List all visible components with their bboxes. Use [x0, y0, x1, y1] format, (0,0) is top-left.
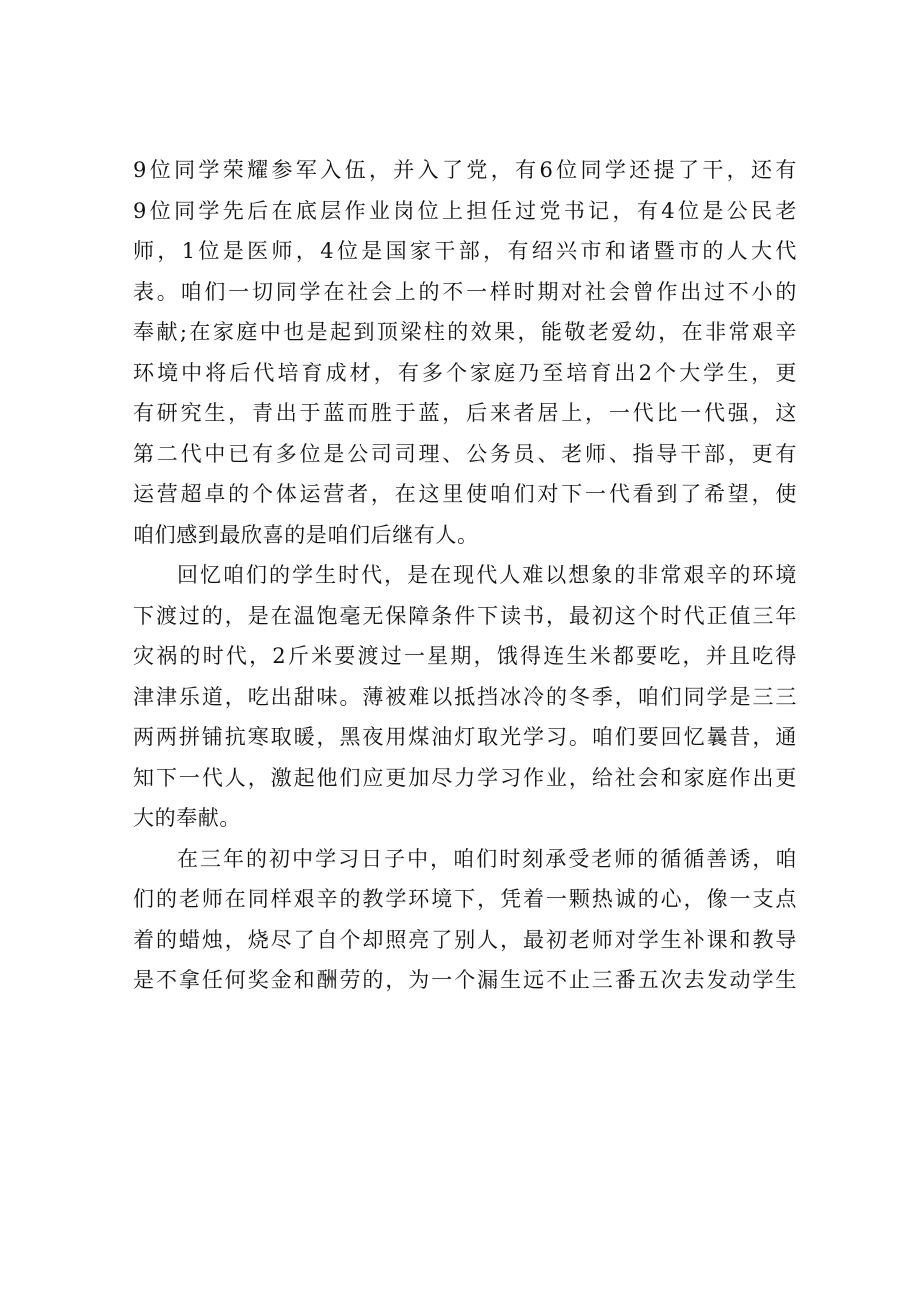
text-line: 两两拼铺抗寒取暖，黑夜用煤油灯取光学习。咱们要回忆曩昔，通 — [133, 725, 797, 749]
text-line: 咱们感到最欣喜的是咱们后继有人。 — [133, 522, 479, 547]
text-line: 津津乐道，吃出甜味。薄被难以抵挡冰冷的冬季，咱们同学是三三 — [133, 684, 797, 709]
text-line: 师，1位是医师，4位是国家干部，有绍兴市和诸暨市的人大代 — [133, 239, 797, 263]
text-line: 在三年的初中学习日子中，咱们时刻承受老师的循循善诱，咱 — [177, 846, 797, 871]
document-body — [133, 150, 797, 1001]
paragraph-2 — [133, 555, 797, 839]
text-line: 环境中将后代培育成材，有多个家庭乃至培育出2个大学生，更 — [133, 360, 797, 385]
text-line: 有研究生，青出于蓝而胜于蓝，后来者居上，一代比一代强，这 — [133, 401, 797, 425]
text-line: 着的蜡烛，烧尽了自个却照亮了别人，最初老师对学生补课和教导 — [133, 927, 797, 952]
text-line: 下渡过的，是在温饱毫无保障条件下读书，最初这个时代正值三年 — [133, 603, 797, 628]
text-line: 表。咱们一切同学在社会上的不一样时期对社会曾作出过不小的 — [133, 279, 797, 304]
text-line: 们的老师在同样艰辛的教学环境下，凭着一颗热诚的心，像一支点 — [133, 887, 797, 911]
text-line: 9位同学荣耀参军入伍，并入了党，有6位同学还提了干，还有 — [133, 158, 797, 182]
text-line: 大的奉献。 — [133, 806, 241, 830]
text-line: 第二代中已有多位是公司司理、公务员、老师、指导干部，更有 — [133, 441, 797, 466]
text-line: 知下一代人，激起他们应更加尽力学习作业，给社会和家庭作出更 — [133, 765, 797, 790]
paragraph-3 — [133, 839, 797, 1001]
paragraph-1 — [133, 150, 797, 555]
text-line: 是不拿任何奖金和酬劳的，为一个漏生远不止三番五次去发动学生 — [133, 968, 797, 992]
text-line: 灾祸的时代，2斤米要渡过一星期，饿得连生米都要吃，并且吃得 — [133, 644, 797, 668]
text-line: 运营超卓的个体运营者，在这里使咱们对下一代看到了希望，使 — [133, 482, 797, 506]
text-line: 奉献;在家庭中也是起到顶梁柱的效果，能敬老爱幼，在非常艰辛 — [133, 320, 797, 344]
text-line: 9位同学先后在底层作业岗位上担任过党书记，有4位是公民老 — [133, 198, 797, 223]
text-line: 回忆咱们的学生时代，是在现代人难以想象的非常艰辛的环境 — [177, 563, 797, 587]
